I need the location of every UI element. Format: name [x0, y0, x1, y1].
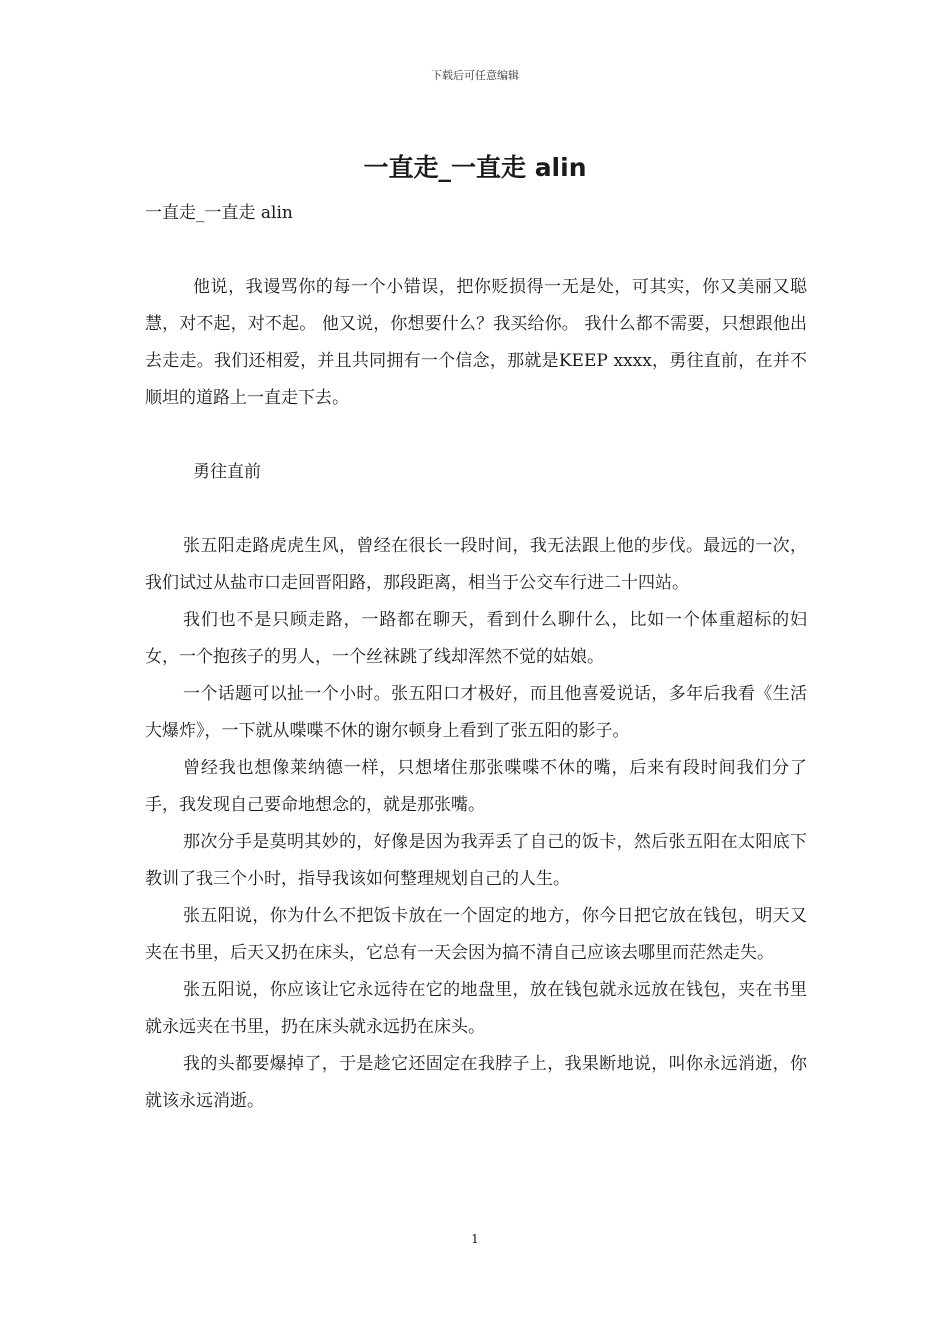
intro-paragraph: 他说，我谩骂你的每一个小错误，把你贬损得一无是处，可其实，你又美丽又聪慧，对不起，对不起。 他又说，你想要什么？我买给你。 我什么都不需要，只想跟他出去走走。我们还相爱，并且共同拥有一个信念，那就是KEEP xxxx，勇往直前，在并不顺坦的道路上一直走下去。 [145, 277, 807, 408]
document-subtitle: 一直走_一直走 alin [145, 203, 293, 223]
document-title: 一直走_一直走 alin [363, 153, 587, 182]
body-paragraph: 那次分手是莫明其妙的，好像是因为我弄丢了自己的饭卡，然后张五阳在太阳底下教训了我三个小时，指导我该如何整理规划自己的人生。 [145, 832, 807, 889]
body-paragraph: 一个话题可以扯一个小时。张五阳口才极好，而且他喜爱说话，多年后我看《生活大爆炸》，一下就从喋喋不休的谢尔顿身上看到了张五阳的影子。 [145, 684, 807, 741]
body-paragraph: 我的头都要爆掉了，于是趁它还固定在我脖子上，我果断地说，叫你永远消逝，你就该永远消逝。 [145, 1054, 807, 1111]
body-paragraph: 曾经我也想像莱纳德一样，只想堵住那张喋喋不休的嘴，后来有段时间我们分了手，我发现自己要命地想念的，就是那张嘴。 [145, 758, 807, 815]
page-number: 1 [471, 1232, 479, 1246]
header-note: 下载后可任意编辑 [431, 69, 519, 82]
body-paragraph: 张五阳说，你应该让它永远待在它的地盘里，放在钱包就永远放在钱包，夹在书里就永远夹在书里，扔在床头就永远扔在床头。 [145, 980, 807, 1037]
document-body [145, 195, 807, 1120]
body-paragraph: 张五阳说，你为什么不把饭卡放在一个固定的地方，你今日把它放在钱包，明天又夹在书里，后天又扔在床头，它总有一天会因为搞不清自己应该去哪里而茫然走失。 [145, 906, 807, 963]
section-heading: 勇往直前 [193, 462, 261, 482]
body-paragraph: 我们也不是只顾走路，一路都在聊天，看到什么聊什么，比如一个体重超标的妇女，一个抱孩子的男人，一个丝袜跳了线却浑然不觉的姑娘。 [145, 610, 807, 667]
body-paragraph: 张五阳走路虎虎生风，曾经在很长一段时间，我无法跟上他的步伐。最远的一次，我们试过从盐市口走回晋阳路，那段距离，相当于公交车行进二十四站。 [145, 536, 807, 593]
